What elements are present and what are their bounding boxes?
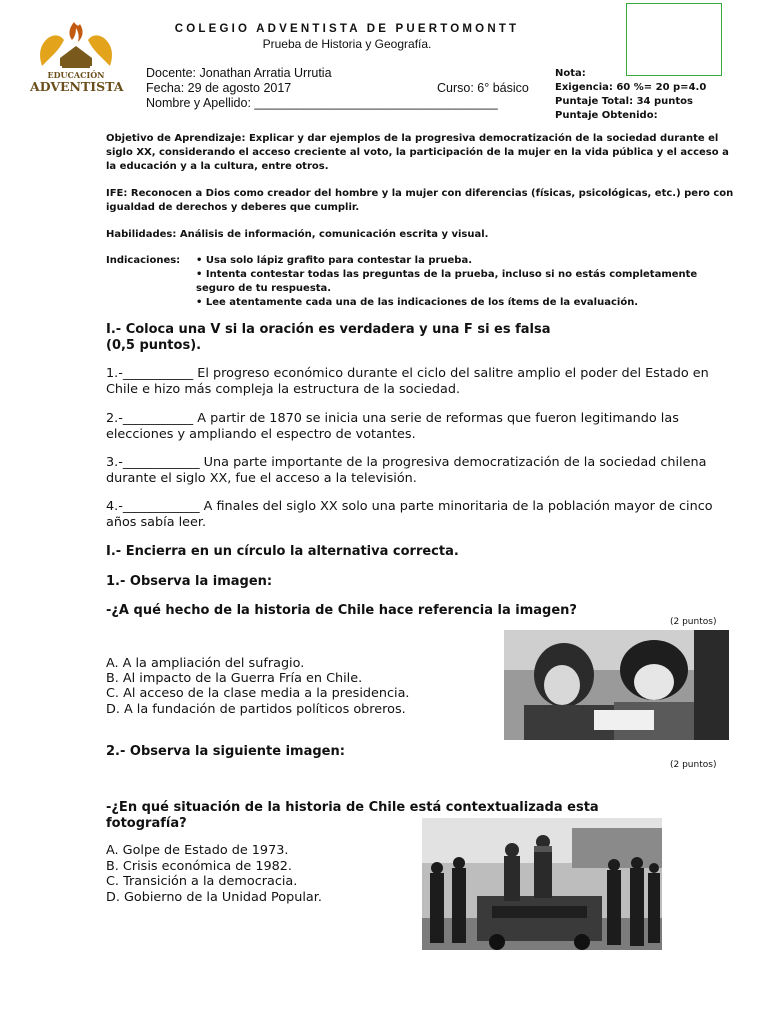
- section-2-title: I.- Encierra en un círculo la alternativa correcta.: [106, 544, 459, 559]
- section-1-title: [106, 322, 726, 354]
- skills-text: Análisis de información, comunicación escrita y visual.: [176, 229, 489, 240]
- tf-statement: El progreso económico durante el ciclo del salitre amplio el poder del Estado en Chile e hizo más compleja la estructura de la sociedad.: [106, 366, 709, 397]
- tf-item-3[interactable]: [106, 455, 718, 487]
- grade-box: [626, 3, 722, 76]
- instruction-item: • Lee atentamente cada una de las indicaciones de los ítems de la evaluación.: [196, 297, 639, 308]
- ife-block: [106, 187, 736, 215]
- question-1-observe: 1.- Observa la imagen:: [106, 574, 273, 589]
- ife-label: IFE:: [106, 188, 128, 199]
- logo-text-2: ADVENTISTA: [30, 79, 124, 94]
- question-2-text-line-2: fotografía?: [106, 816, 187, 831]
- ife-text: Reconocen a Dios como creador del hombre y la mujer con diferencias (físicas, psicológicas, etc.) pero con igualdad de derechos y deberes que cumplir.: [106, 188, 734, 213]
- q2-option-d[interactable]: D. Gobierno de la Unidad Popular.: [106, 890, 322, 905]
- course-label: Curso: 6° básico: [437, 81, 529, 95]
- tf-statement: Una parte importante de la progresiva democratización de la sociedad chilena durante el siglo XX, fue el acceso a la televisión.: [106, 455, 707, 486]
- school-name: COLEGIO ADVENTISTA DE PUERTOMONTT: [174, 23, 520, 35]
- question-1-points: (2 puntos): [670, 617, 717, 627]
- instruction-item: • Intenta contestar todas las preguntas de la prueba, incluso si no estás completamente seguro de tu respuesta.: [196, 269, 698, 294]
- parade-photo: [422, 818, 662, 950]
- tf-statement: A partir de 1870 se inicia una serie de reformas que fueron legitimando las elecciones y ampliando el espectro de votantes.: [106, 411, 679, 442]
- obtained-points-label: Puntaje Obtenido:: [555, 110, 658, 121]
- name-field[interactable]: Nombre y Apellido: ___________________________________: [146, 96, 498, 110]
- learning-objective: [106, 132, 736, 174]
- question-2-observe: 2.- Observa la siguiente imagen:: [106, 744, 345, 759]
- question-1-text: -¿A qué hecho de la historia de Chile hace referencia la imagen?: [106, 603, 577, 618]
- logo-text-1: EDUCACIÓN: [47, 70, 105, 80]
- q2-option-b[interactable]: B. Crisis económica de 1982.: [106, 859, 292, 874]
- tf-item-1[interactable]: [106, 366, 718, 398]
- parade-photo-image: [422, 818, 662, 950]
- q1-option-b[interactable]: B. Al impacto de la Guerra Fría en Chile.: [106, 671, 363, 686]
- voting-photo: [504, 630, 729, 740]
- tf-item-2[interactable]: [106, 411, 718, 443]
- nota-label: Nota:: [555, 68, 586, 79]
- total-points-label: Puntaje Total: 34 puntos: [555, 96, 693, 107]
- question-2-points: (2 puntos): [670, 760, 717, 770]
- section-1-title-v: V: [210, 322, 221, 337]
- question-2-text-line-1: -¿En qué situación de la historia de Chile está contextualizada esta: [106, 800, 599, 815]
- voting-photo-image: [504, 630, 729, 740]
- section-1-title-c: (0,5 puntos).: [106, 338, 202, 353]
- exigencia-label: Exigencia: 60 %= 20 p=4.0: [555, 82, 707, 93]
- tf-blank[interactable]: 1.-___________: [106, 366, 194, 381]
- tf-blank[interactable]: 4.-____________: [106, 499, 200, 514]
- skills-label: Habilidades:: [106, 229, 177, 240]
- q1-option-d[interactable]: D. A la fundación de partidos políticos obreros.: [106, 702, 406, 717]
- q2-option-a[interactable]: A. Golpe de Estado de 1973.: [106, 843, 289, 858]
- q1-option-a[interactable]: A. A la ampliación del sufragio.: [106, 656, 305, 671]
- instructions-label: Indicaciones:: [106, 255, 181, 266]
- section-1-title-a: I.- Coloca una: [106, 322, 211, 337]
- tf-blank[interactable]: 3.-____________: [106, 455, 200, 470]
- tf-blank[interactable]: 2.-___________: [106, 411, 194, 426]
- tf-statement: A finales del siglo XX solo una parte minoritaria de la población mayor de cinco años sabía leer.: [106, 499, 713, 530]
- objective-label: Objetivo de Aprendizaje:: [106, 133, 246, 144]
- tf-item-4[interactable]: [106, 499, 718, 531]
- q1-option-c[interactable]: C. Al acceso de la clase media a la presidencia.: [106, 686, 410, 701]
- logo-emblem-icon: [30, 18, 122, 72]
- skills-block: [106, 228, 736, 242]
- objective-text: Explicar y dar ejemplos de la progresiva democratización de la sociedad durante el siglo XX, considerando el acceso creciente al voto, la participación de la mujer en la vida pública y el acceso a la educación y a la cultura, entre otros.: [106, 133, 729, 172]
- instruction-item: • Usa solo lápiz grafito para contestar la prueba.: [196, 255, 473, 266]
- school-logo: [30, 18, 122, 96]
- exam-subtitle: Prueba de Historia y Geografía.: [262, 37, 432, 51]
- section-1-title-b: si la oración es verdadera y una F si es falsa: [220, 322, 551, 337]
- q2-option-c[interactable]: C. Transición a la democracia.: [106, 874, 298, 889]
- teacher-label: Docente: Jonathan Arratia Urrutia: [146, 66, 332, 80]
- date-label: Fecha: 29 de agosto 2017: [146, 81, 292, 95]
